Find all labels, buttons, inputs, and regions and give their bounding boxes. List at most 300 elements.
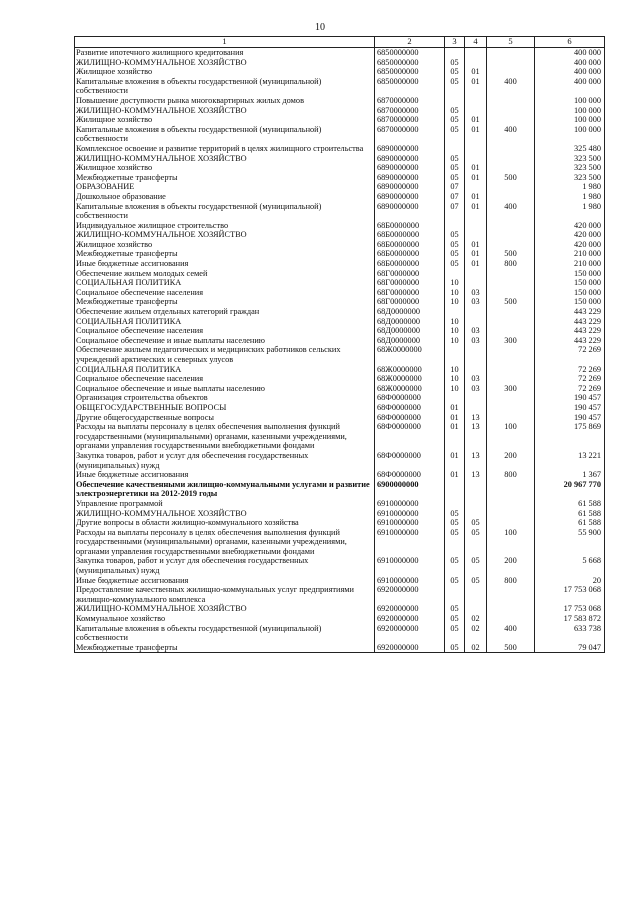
row-section: 05 [445, 154, 465, 164]
row-code: 68Б0000000 [375, 259, 445, 269]
row-expense-type: 500 [487, 173, 535, 183]
table-row [75, 614, 605, 624]
row-code: 6890000000 [375, 202, 445, 221]
row-name: ЖИЛИЩНО-КОММУНАЛЬНОЕ ХОЗЯЙСТВО [75, 154, 375, 164]
row-name: Жилищное хозяйство [75, 67, 375, 77]
row-expense-type: 100 [487, 528, 535, 557]
row-expense-type [487, 604, 535, 614]
row-subsection [465, 48, 487, 58]
row-subsection: 01 [465, 77, 487, 96]
row-section: 07 [445, 182, 465, 192]
row-subsection: 01 [465, 249, 487, 259]
row-subsection [465, 96, 487, 106]
row-subsection: 01 [465, 115, 487, 125]
row-name: Социальное обеспечение населения [75, 374, 375, 384]
row-expense-type [487, 413, 535, 423]
row-expense-type: 100 [487, 422, 535, 451]
row-amount: 100 000 [535, 125, 605, 144]
row-expense-type: 400 [487, 125, 535, 144]
table-row [75, 48, 605, 58]
table-row [75, 106, 605, 116]
row-amount: 443 229 [535, 317, 605, 327]
row-amount: 55 900 [535, 528, 605, 557]
table-row [75, 604, 605, 614]
row-name: Капитальные вложения в объекты государственной (муниципальной) собственности [75, 202, 375, 221]
row-section: 05 [445, 604, 465, 614]
row-name: Иные бюджетные ассигнования [75, 470, 375, 480]
row-subsection: 02 [465, 643, 487, 653]
row-amount: 210 000 [535, 249, 605, 259]
row-section [445, 393, 465, 403]
row-amount: 61 588 [535, 499, 605, 509]
row-section: 05 [445, 240, 465, 250]
row-name: ЖИЛИЩНО-КОММУНАЛЬНОЕ ХОЗЯЙСТВО [75, 106, 375, 116]
table-row [75, 576, 605, 586]
row-expense-type [487, 480, 535, 499]
row-section: 05 [445, 643, 465, 653]
table-row [75, 365, 605, 375]
row-subsection: 01 [465, 192, 487, 202]
table-row [75, 221, 605, 231]
row-expense-type [487, 230, 535, 240]
row-code: 6920000000 [375, 585, 445, 604]
row-subsection [465, 393, 487, 403]
row-subsection: 13 [465, 451, 487, 470]
row-name: Предоставление качественных жилищно-коммунальных услуг предприятиями жилищно-коммунального комплекса [75, 585, 375, 604]
row-section [445, 144, 465, 154]
row-code: 68Г0000000 [375, 288, 445, 298]
row-code: 6850000000 [375, 67, 445, 77]
row-code: 68Ф0000000 [375, 470, 445, 480]
table-row [75, 336, 605, 346]
row-section: 05 [445, 77, 465, 96]
row-code: 6900000000 [375, 480, 445, 499]
row-amount: 420 000 [535, 221, 605, 231]
row-code: 6910000000 [375, 499, 445, 509]
row-section: 01 [445, 413, 465, 423]
table-row [75, 230, 605, 240]
row-subsection: 01 [465, 259, 487, 269]
table-row [75, 125, 605, 144]
row-section: 05 [445, 259, 465, 269]
column-header: 4 [465, 37, 487, 48]
row-subsection: 13 [465, 470, 487, 480]
row-expense-type [487, 374, 535, 384]
table-row [75, 403, 605, 413]
row-section [445, 345, 465, 364]
row-code: 6870000000 [375, 115, 445, 125]
row-section: 05 [445, 67, 465, 77]
column-header: 6 [535, 37, 605, 48]
table-row [75, 249, 605, 259]
row-code: 6920000000 [375, 624, 445, 643]
row-code: 68Ж0000000 [375, 374, 445, 384]
row-subsection: 02 [465, 624, 487, 643]
row-subsection: 05 [465, 528, 487, 557]
row-section [445, 480, 465, 499]
row-code: 68Ж0000000 [375, 365, 445, 375]
row-code: 6890000000 [375, 144, 445, 154]
table-row [75, 470, 605, 480]
row-name: СОЦИАЛЬНАЯ ПОЛИТИКА [75, 317, 375, 327]
row-expense-type [487, 365, 535, 375]
row-expense-type [487, 115, 535, 125]
row-code: 68Ф0000000 [375, 451, 445, 470]
row-amount: 323 500 [535, 163, 605, 173]
table-row [75, 499, 605, 509]
row-expense-type [487, 518, 535, 528]
row-name: Закупка товаров, работ и услуг для обеспечения государственных (муниципальных) нужд [75, 556, 375, 575]
table-row [75, 509, 605, 519]
row-expense-type [487, 317, 535, 327]
table-row [75, 393, 605, 403]
table-row [75, 518, 605, 528]
table-row [75, 585, 605, 604]
row-section: 05 [445, 624, 465, 643]
row-subsection [465, 345, 487, 364]
row-amount: 400 000 [535, 58, 605, 68]
row-amount: 150 000 [535, 278, 605, 288]
row-code: 68Ж0000000 [375, 345, 445, 364]
row-subsection: 13 [465, 422, 487, 451]
table-row [75, 96, 605, 106]
row-section: 05 [445, 115, 465, 125]
row-name: Социальное обеспечение и иные выплаты населению [75, 336, 375, 346]
row-subsection: 13 [465, 413, 487, 423]
table-row [75, 58, 605, 68]
row-subsection: 01 [465, 163, 487, 173]
row-amount: 400 000 [535, 77, 605, 96]
row-subsection: 01 [465, 173, 487, 183]
row-section: 07 [445, 202, 465, 221]
row-section: 05 [445, 556, 465, 575]
row-code: 6870000000 [375, 96, 445, 106]
row-name: Повышение доступности рынка многоквартирных жилых домов [75, 96, 375, 106]
row-subsection: 02 [465, 614, 487, 624]
table-row [75, 144, 605, 154]
row-expense-type [487, 240, 535, 250]
table-row [75, 77, 605, 96]
row-code: 6850000000 [375, 77, 445, 96]
row-expense-type: 400 [487, 624, 535, 643]
row-code: 68Д0000000 [375, 336, 445, 346]
row-name: ЖИЛИЩНО-КОММУНАЛЬНОЕ ХОЗЯЙСТВО [75, 58, 375, 68]
row-amount: 443 229 [535, 307, 605, 317]
row-amount: 79 047 [535, 643, 605, 653]
row-expense-type [487, 163, 535, 173]
row-expense-type [487, 67, 535, 77]
row-code: 6890000000 [375, 173, 445, 183]
row-expense-type [487, 58, 535, 68]
row-subsection: 03 [465, 326, 487, 336]
row-subsection [465, 230, 487, 240]
row-expense-type [487, 509, 535, 519]
row-name: Управление программой [75, 499, 375, 509]
row-code: 6920000000 [375, 614, 445, 624]
row-amount: 210 000 [535, 259, 605, 269]
row-section: 05 [445, 576, 465, 586]
row-expense-type: 200 [487, 556, 535, 575]
row-section [445, 48, 465, 58]
row-expense-type: 800 [487, 576, 535, 586]
row-expense-type: 500 [487, 297, 535, 307]
row-name: Межбюджетные трансферты [75, 643, 375, 653]
row-code: 68Д0000000 [375, 326, 445, 336]
row-amount: 1 980 [535, 192, 605, 202]
row-section: 01 [445, 403, 465, 413]
row-name: Обеспечение жильем педагогических и медицинских работников сельских учреждений арктических и северных улусов [75, 345, 375, 364]
row-section: 10 [445, 326, 465, 336]
row-subsection [465, 269, 487, 279]
row-expense-type [487, 326, 535, 336]
row-name: Жилищное хозяйство [75, 163, 375, 173]
table-row [75, 163, 605, 173]
row-name: Комплексное освоение и развитие территорий в целях жилищного строительства [75, 144, 375, 154]
row-amount: 190 457 [535, 403, 605, 413]
row-subsection: 03 [465, 297, 487, 307]
table-row [75, 67, 605, 77]
table-row [75, 345, 605, 364]
row-code: 6890000000 [375, 192, 445, 202]
row-amount: 1 980 [535, 202, 605, 221]
table-row [75, 317, 605, 327]
row-amount: 175 869 [535, 422, 605, 451]
row-amount: 20 967 770 [535, 480, 605, 499]
row-code: 6910000000 [375, 576, 445, 586]
row-name: Обеспечение качественными жилищно-коммунальными услугами и развитие электроэнергетики на 2012-2019 годы [75, 480, 375, 499]
row-amount: 150 000 [535, 297, 605, 307]
row-name: Социальное обеспечение населения [75, 288, 375, 298]
table-row [75, 154, 605, 164]
row-name: СОЦИАЛЬНАЯ ПОЛИТИКА [75, 365, 375, 375]
row-amount: 17 753 068 [535, 604, 605, 614]
row-name: Социальное обеспечение населения [75, 326, 375, 336]
row-code: 6910000000 [375, 556, 445, 575]
row-section: 01 [445, 451, 465, 470]
row-code: 6910000000 [375, 528, 445, 557]
row-section: 10 [445, 297, 465, 307]
row-section: 10 [445, 336, 465, 346]
table-row [75, 259, 605, 269]
row-expense-type [487, 48, 535, 58]
row-section: 01 [445, 470, 465, 480]
row-subsection [465, 307, 487, 317]
row-name: Расходы на выплаты персоналу в целях обеспечения выполнения функций государственными (муниципальными) органами, казенными учреждениями, органами управления государственными внебюджетными фондами [75, 422, 375, 451]
row-code: 6910000000 [375, 518, 445, 528]
column-header: 1 [75, 37, 375, 48]
table-row [75, 643, 605, 653]
column-header: 5 [487, 37, 535, 48]
row-code: 6850000000 [375, 58, 445, 68]
row-section: 05 [445, 106, 465, 116]
row-amount: 325 480 [535, 144, 605, 154]
table-row [75, 240, 605, 250]
row-subsection [465, 365, 487, 375]
table-row [75, 182, 605, 192]
row-expense-type [487, 499, 535, 509]
table-row [75, 173, 605, 183]
row-amount: 100 000 [535, 96, 605, 106]
column-header: 2 [375, 37, 445, 48]
row-name: Дошкольное образование [75, 192, 375, 202]
row-expense-type: 800 [487, 259, 535, 269]
row-code: 68Д0000000 [375, 307, 445, 317]
row-amount: 1 980 [535, 182, 605, 192]
row-expense-type: 200 [487, 451, 535, 470]
row-amount: 323 500 [535, 154, 605, 164]
row-code: 6870000000 [375, 125, 445, 144]
row-amount: 443 229 [535, 336, 605, 346]
column-header: 3 [445, 37, 465, 48]
row-subsection: 01 [465, 125, 487, 144]
row-code: 68Б0000000 [375, 240, 445, 250]
row-name: ЖИЛИЩНО-КОММУНАЛЬНОЕ ХОЗЯЙСТВО [75, 509, 375, 519]
row-section: 07 [445, 192, 465, 202]
row-name: Коммунальное хозяйство [75, 614, 375, 624]
row-code: 6870000000 [375, 106, 445, 116]
row-name: Капитальные вложения в объекты государственной (муниципальной) собственности [75, 77, 375, 96]
page-number: 10 [315, 22, 325, 33]
row-amount: 5 668 [535, 556, 605, 575]
row-name: Межбюджетные трансферты [75, 249, 375, 259]
row-subsection [465, 509, 487, 519]
row-code: 68Г0000000 [375, 278, 445, 288]
row-code: 68Г0000000 [375, 269, 445, 279]
row-amount: 72 269 [535, 345, 605, 364]
table-row [75, 297, 605, 307]
table-row [75, 115, 605, 125]
row-name: Социальное обеспечение и иные выплаты населению [75, 384, 375, 394]
row-section: 05 [445, 518, 465, 528]
row-expense-type [487, 192, 535, 202]
table-row [75, 278, 605, 288]
row-expense-type [487, 154, 535, 164]
row-code: 68Ф0000000 [375, 413, 445, 423]
row-expense-type: 400 [487, 202, 535, 221]
row-subsection [465, 604, 487, 614]
table-row [75, 451, 605, 470]
table-row [75, 202, 605, 221]
row-amount: 420 000 [535, 240, 605, 250]
row-name: Другие общегосударственные вопросы [75, 413, 375, 423]
row-amount: 61 588 [535, 509, 605, 519]
row-code: 68Б0000000 [375, 249, 445, 259]
row-name: Развитие ипотечного жилищного кредитования [75, 48, 375, 58]
row-expense-type: 300 [487, 336, 535, 346]
table-row [75, 528, 605, 557]
row-code: 6850000000 [375, 48, 445, 58]
row-subsection [465, 278, 487, 288]
row-expense-type [487, 96, 535, 106]
row-subsection: 01 [465, 240, 487, 250]
row-section [445, 96, 465, 106]
row-section: 05 [445, 528, 465, 557]
row-section [445, 585, 465, 604]
row-section [445, 221, 465, 231]
row-section [445, 499, 465, 509]
row-amount: 100 000 [535, 115, 605, 125]
row-section [445, 307, 465, 317]
row-code: 6920000000 [375, 604, 445, 614]
row-name: Жилищное хозяйство [75, 240, 375, 250]
row-expense-type [487, 278, 535, 288]
row-expense-type [487, 403, 535, 413]
row-amount: 400 000 [535, 48, 605, 58]
row-amount: 323 500 [535, 173, 605, 183]
row-amount: 150 000 [535, 269, 605, 279]
row-expense-type: 500 [487, 249, 535, 259]
row-section: 05 [445, 58, 465, 68]
row-amount: 190 457 [535, 413, 605, 423]
row-amount: 72 269 [535, 384, 605, 394]
row-section: 05 [445, 249, 465, 259]
row-subsection [465, 154, 487, 164]
row-subsection [465, 106, 487, 116]
row-code: 6920000000 [375, 643, 445, 653]
row-name: ОБРАЗОВАНИЕ [75, 182, 375, 192]
row-name: Индивидуальное жилищное строительство [75, 221, 375, 231]
row-name: Другие вопросы в области жилищно-коммунального хозяйства [75, 518, 375, 528]
row-amount: 72 269 [535, 365, 605, 375]
row-code: 68Д0000000 [375, 317, 445, 327]
row-name: Иные бюджетные ассигнования [75, 259, 375, 269]
row-subsection: 05 [465, 576, 487, 586]
row-amount: 420 000 [535, 230, 605, 240]
row-section: 10 [445, 384, 465, 394]
row-expense-type [487, 345, 535, 364]
row-expense-type [487, 307, 535, 317]
row-expense-type [487, 614, 535, 624]
row-section: 10 [445, 365, 465, 375]
row-subsection [465, 585, 487, 604]
row-section: 05 [445, 125, 465, 144]
row-expense-type [487, 269, 535, 279]
table-row [75, 480, 605, 499]
row-expense-type [487, 221, 535, 231]
row-subsection [465, 317, 487, 327]
table-row [75, 556, 605, 575]
table-row [75, 307, 605, 317]
row-amount: 13 221 [535, 451, 605, 470]
row-name: Обеспечение жильем отдельных категорий граждан [75, 307, 375, 317]
row-amount: 190 457 [535, 393, 605, 403]
row-section: 01 [445, 422, 465, 451]
row-name: Жилищное хозяйство [75, 115, 375, 125]
row-subsection: 03 [465, 336, 487, 346]
row-amount: 100 000 [535, 106, 605, 116]
row-code: 68Б0000000 [375, 230, 445, 240]
row-expense-type: 800 [487, 470, 535, 480]
table-row [75, 374, 605, 384]
row-section: 05 [445, 509, 465, 519]
row-subsection: 03 [465, 384, 487, 394]
row-section: 05 [445, 230, 465, 240]
table-row [75, 413, 605, 423]
row-name: Расходы на выплаты персоналу в целях обеспечения выполнения функций государственными (муниципальными) органами, казенными учреждениями, органами управления государственными внебюджетными фондами [75, 528, 375, 557]
row-code: 68Ф0000000 [375, 403, 445, 413]
table-row [75, 269, 605, 279]
row-expense-type [487, 182, 535, 192]
row-subsection [465, 221, 487, 231]
table-row [75, 422, 605, 451]
row-subsection: 05 [465, 556, 487, 575]
row-amount: 17 753 068 [535, 585, 605, 604]
row-amount: 20 [535, 576, 605, 586]
row-name: Закупка товаров, работ и услуг для обеспечения государственных (муниципальных) нужд [75, 451, 375, 470]
row-name: Организация строительства объектов [75, 393, 375, 403]
row-expense-type [487, 585, 535, 604]
row-section: 10 [445, 288, 465, 298]
